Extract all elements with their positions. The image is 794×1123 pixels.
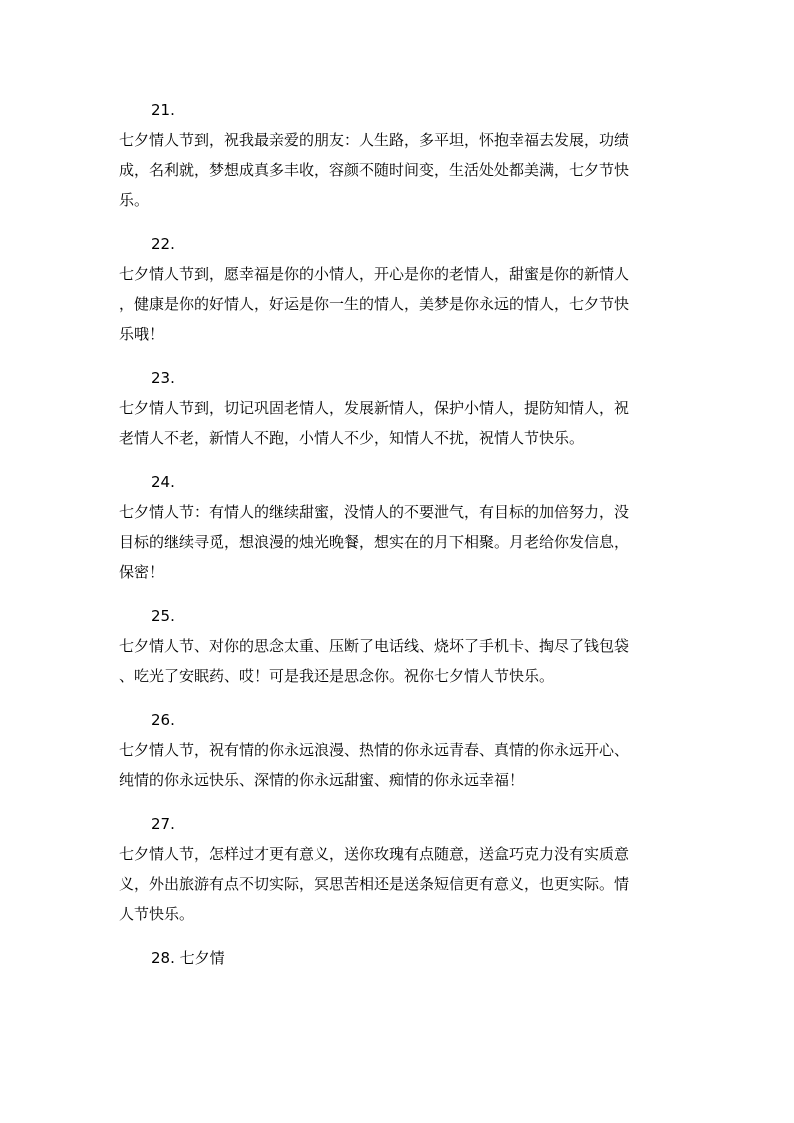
entry-22 [119, 229, 671, 349]
spacer [119, 929, 671, 943]
text-line: 七夕情人节，祝有情的你永远浪漫、热情的你永远青春、真情的你永远开心、 [119, 741, 630, 759]
entry-text [119, 393, 671, 453]
entry-number: 26. [151, 711, 175, 729]
entry-24 [119, 467, 671, 587]
text-line: 七夕情人节，怎样过才更有意义，送你玫瑰有点随意，送盒巧克力没有实质意 [119, 845, 630, 863]
spacer [119, 349, 671, 363]
entry-text [119, 259, 671, 349]
entry-25 [119, 601, 671, 691]
text-line: 保密！ [119, 563, 165, 581]
entry-number: 27. [151, 815, 175, 833]
entry-text [119, 839, 671, 929]
entry-text [119, 631, 671, 691]
entry-text [119, 497, 671, 587]
entry-number: 23. [151, 369, 175, 387]
entry-number: 21. [151, 101, 175, 119]
spacer [119, 691, 671, 705]
spacer [119, 587, 671, 601]
entry-number: 28. 七夕情 [151, 949, 225, 967]
text-line: 七夕情人节、对你的思念太重、压断了电话线、烧坏了手机卡、掏尽了钱包袋 [119, 637, 630, 655]
spacer [119, 453, 671, 467]
entry-21 [119, 95, 671, 215]
entry-text [119, 125, 671, 215]
entry-number: 24. [151, 473, 175, 491]
text-line: 人节快乐。 [119, 905, 195, 923]
entry-28 [119, 943, 671, 973]
spacer [119, 795, 671, 809]
text-line: 、吃光了安眠药、哎！可是我还是思念你。祝你七夕情人节快乐。 [119, 667, 555, 685]
text-line: 七夕情人节到，愿幸福是你的小情人，开心是你的老情人，甜蜜是你的新情人 [119, 265, 630, 283]
entry-26 [119, 705, 671, 795]
document-page [119, 95, 671, 973]
text-line: 乐哦！ [119, 325, 165, 343]
entry-text [119, 735, 671, 795]
text-line: ，健康是你的好情人，好运是你一生的情人，美梦是你永远的情人，七夕节快 [119, 295, 630, 313]
entry-27 [119, 809, 671, 929]
entry-number: 25. [151, 607, 175, 625]
text-line: 七夕情人节到，切记巩固老情人，发展新情人，保护小情人，提防知情人，祝 [119, 399, 630, 417]
text-line: 老情人不老，新情人不跑，小情人不少，知情人不扰，祝情人节快乐。 [119, 429, 585, 447]
text-line: 七夕情人节：有情人的继续甜蜜，没情人的不要泄气，有目标的加倍努力，没 [119, 503, 630, 521]
text-line: 纯情的你永远快乐、深情的你永远甜蜜、痴情的你永远幸福！ [119, 771, 525, 789]
text-line: 成，名利就，梦想成真多丰收，容颜不随时间变，生活处处都美满，七夕节快 [119, 161, 630, 179]
entry-23 [119, 363, 671, 453]
text-line: 乐。 [119, 191, 150, 209]
text-line: 七夕情人节到，祝我最亲爱的朋友：人生路，多平坦，怀抱幸福去发展，功绩 [119, 131, 630, 149]
text-line: 义，外出旅游有点不切实际，冥思苦相还是送条短信更有意义，也更实际。情 [119, 875, 630, 893]
spacer [119, 215, 671, 229]
entry-number: 22. [151, 235, 175, 253]
text-line: 目标的继续寻觅，想浪漫的烛光晚餐，想实在的月下相聚。月老给你发信息， [119, 533, 630, 551]
